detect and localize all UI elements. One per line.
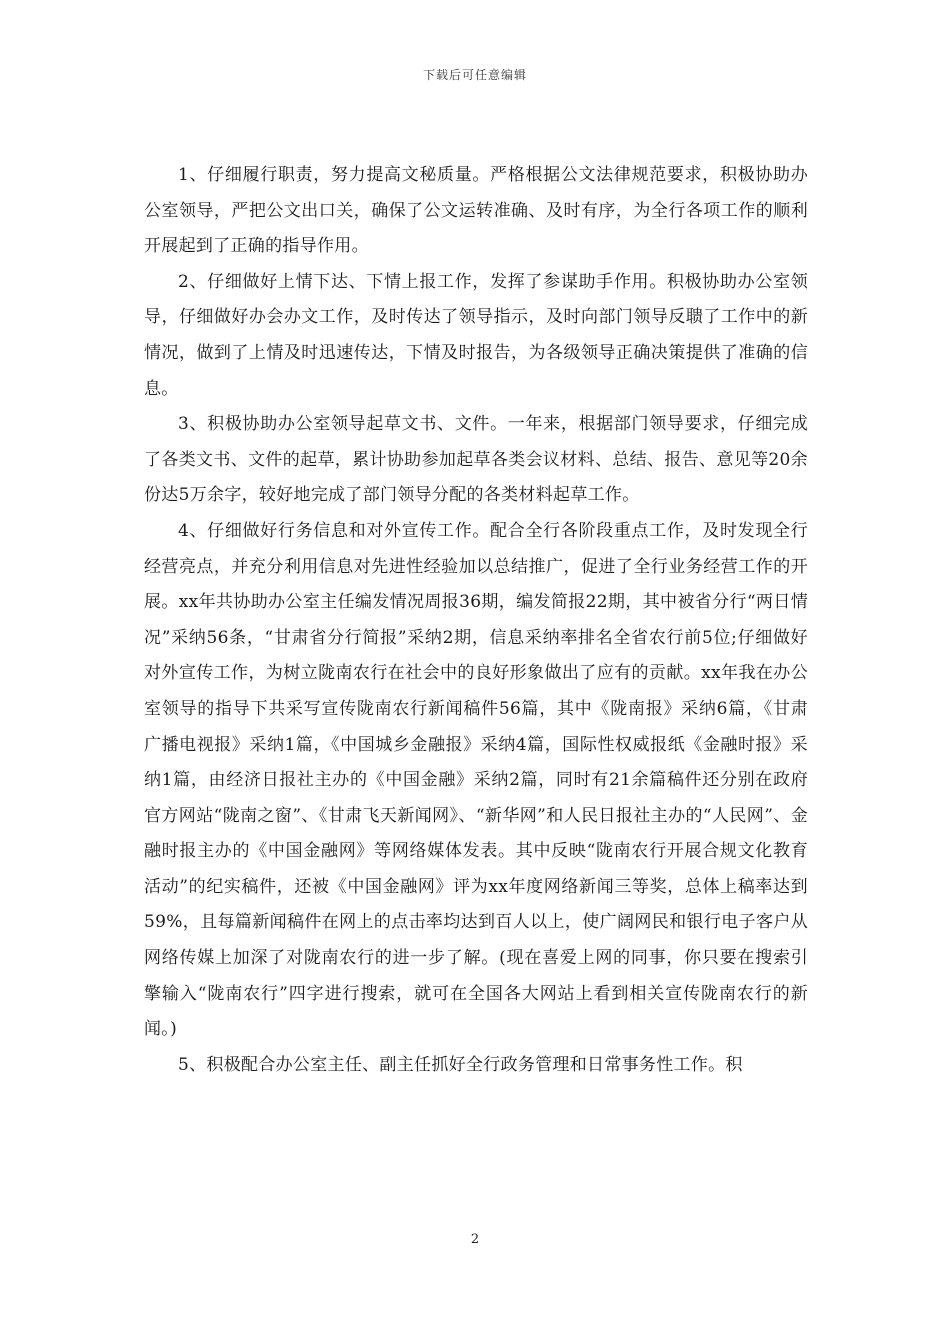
page-header: 下载后可任意编辑 (422, 68, 527, 82)
paragraph-2: 2、仔细做好上情下达、下情上报工作，发挥了参谋助手作用。积极协助办公室领导，仔细做好办会办文工作，及时传达了领导指示，及时向部门领导反聩了工作中的新情况，做到了上情及时迅速传达，下情及时报告，为各级领导正确决策提供了准确的信息。 (144, 271, 808, 399)
paragraph-3: 3、积极协助办公室领导起草文书、文件。一年来，根据部门领导要求，仔细完成了各类文书、文件的起草，累计协助参加起草各类会议材料、总结、报告、意见等20余份达5万余字，较好地完成了部门领导分配的各类材料起草工作。 (144, 414, 808, 506)
paragraph-4: 4、仔细做好行务信息和对外宣传工作。配合全行各阶段重点工作，及时发现全行经营亮点，并充分利用信息对先进性经验加以总结推广，促进了全行业务经营工作的开展。xx年共协助办公室主任编发情况周报36期，编发简报22期，其中被省分行“两日情况”采纳56条，“甘肃省分行简报”采纳2期，信息采纳率排名全省农行前5位;仔细做好对外宣传工作，为树立陇南农行在社会中的良好形象做出了应有的贡献。xx年我在办公室领导的指导下共采写宣传陇南农行新闻稿件56篇，其中《陇南报》采纳6篇，《甘肃广播电视报》采纳1篇，《中国城乡金融报》采纳4篇，国际性权威报纸《金融时报》采纳1篇，由经济日报社主办的《中国金融》采纳2篇，同时有21余篇稿件还分别在政府官方网站“陇南之窗”、《甘肃飞天新闻网》、“新华网”和人民日报社主办的“人民网”、金融时报主办的《中国金融网》等网络媒体发表。其中反映“陇南农行开展合规文化教育活动”的纪实稿件，还被《中国金融网》评为xx年度网络新闻三等奖，总体上稿率达到59%，且每篇新闻稿件在网上的点击率均达到百人以上，使广阔网民和银行电子客户从网络传媒上加深了对陇南农行的进一步了解。(现在喜爱上网的同事，你只要在搜索引擎输入“陇南农行”四字进行搜索，就可在全国各大网站上看到相关宣传陇南农行的新闻。) (144, 520, 808, 1040)
document-body (144, 158, 808, 1083)
page-number: 2 (470, 1232, 480, 1247)
paragraph-5: 5、积极配合办公室主任、副主任抓好全行政务管理和日常事务性工作。积 (178, 1054, 743, 1075)
paragraph-1: 1、仔细履行职责，努力提高文秘质量。严格根据公文法律规范要求，积极协助办公室领导，严把公文出口关，确保了公文运转准确、及时有序，为全行各项工作的顺利开展起到了正确的指导作用。 (144, 165, 808, 257)
